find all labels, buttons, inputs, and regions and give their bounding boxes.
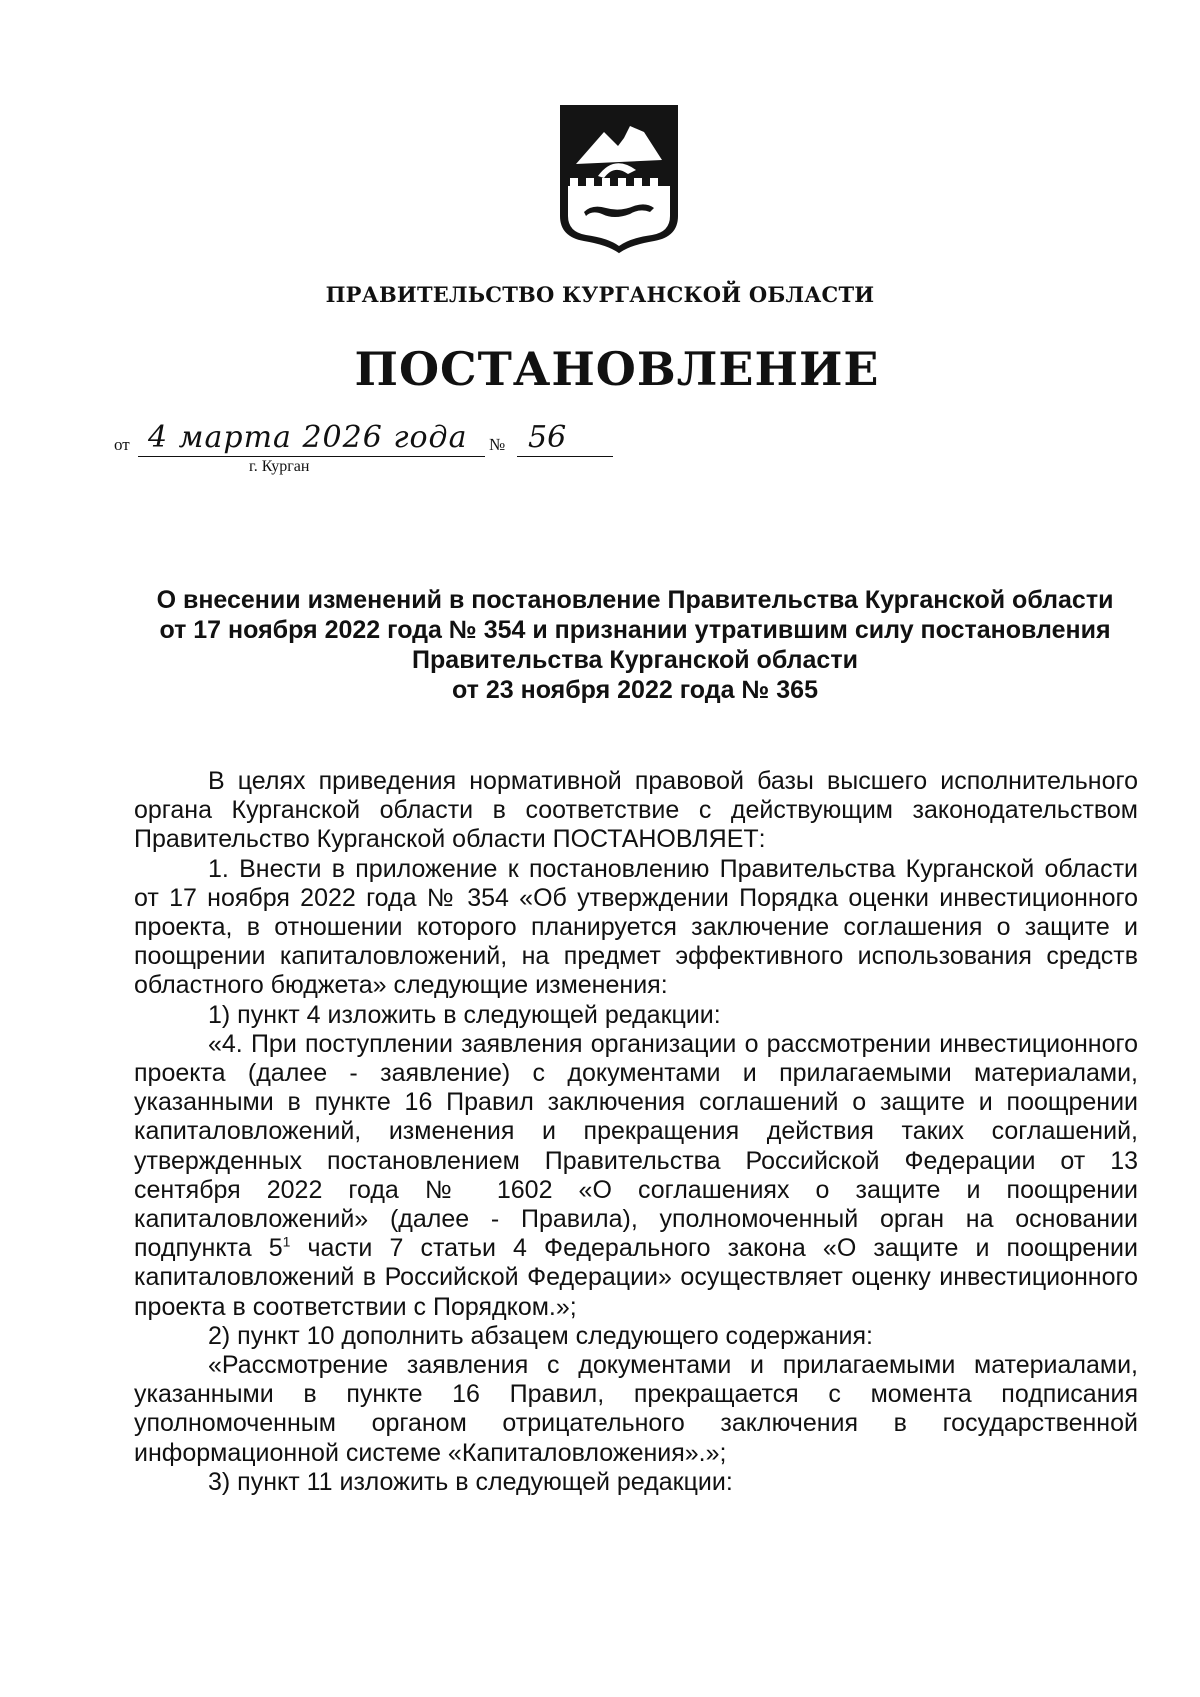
title-line: от 17 ноября 2022 года № 354 и признании утратившим силу постановления bbox=[159, 616, 1111, 644]
title-line: О внесении изменений в постановление Правительства Курганской области bbox=[156, 586, 1114, 614]
paragraph-text: части 7 статьи 4 Федерального закона «О защите и поощрении капиталовложений в Российской Федерации» осуществляет оценку инвестиционного проекта в соответствии с Порядком.»; bbox=[134, 1234, 1138, 1321]
document-title bbox=[120, 585, 1150, 705]
document-type: ПОСТАНОВЛЕНИЕ bbox=[354, 342, 880, 396]
title-line: от 23 ноября 2022 года № 365 bbox=[452, 676, 818, 704]
title-line: Правительства Курганской области bbox=[412, 646, 858, 674]
date-underline bbox=[138, 456, 485, 457]
number-underline bbox=[517, 456, 613, 457]
document-body bbox=[134, 767, 1138, 1497]
handwritten-number: 56 bbox=[528, 420, 567, 455]
paragraph-text: «4. При поступлении заявления организации о рассмотрении инвестиционного проекта (далее - заявление) с документами и прилагаемыми материалами, указанными в пункте 16 Правил заключения соглашений о защите и поощрении капиталовложений, изменения и прекращения действия таких соглашений, утвержденных постановлением Правительства Российской Федерации от 13 сентября 2022 года № 1602 «О соглашениях о защите и поощрении капиталовложений» (далее - Правила), уполномоченный орган на основании подпункта 5 bbox=[134, 1029, 1138, 1263]
paragraph: «Рассмотрение заявления с документами и прилагаемыми материалами, указанными в пункте 16 Правил, прекращается с момента подписания уполномоченным органом отрицательного заключения в государственной информационной системе «Капиталовложения».»; bbox=[134, 1351, 1138, 1467]
government-name: ПРАВИТЕЛЬСТВО КУРГАНСКОЙ ОБЛАСТИ bbox=[325, 282, 875, 307]
paragraph: В целях приведения нормативной правовой базы высшего исполнительного органа Курганской области в соответствие с действующим законодательством Правительство Курганской области ПОСТАНОВЛЯЕТ: bbox=[134, 767, 1138, 854]
paragraph bbox=[134, 1030, 1138, 1322]
city: г. Курган bbox=[249, 458, 310, 475]
date-prefix: от bbox=[114, 435, 130, 454]
superscript: 1 bbox=[282, 1233, 291, 1250]
dateline bbox=[0, 420, 1200, 480]
handwritten-date: 4 марта 2026 года bbox=[148, 420, 468, 455]
coat-of-arms-emblem bbox=[558, 104, 680, 254]
paragraph: 1. Внести в приложение к постановлению Правительства Курганской области от 17 ноября 2022 года № 354 «Об утверждении Порядка оценки инвестиционного проекта, в отношении которого планируется заключение соглашения о защите и поощрении капиталовложений, на предмет эффективного использования средств областного бюджета» следующие изменения: bbox=[134, 854, 1138, 1000]
paragraph: 1) пункт 4 изложить в следующей редакции: bbox=[208, 1000, 721, 1029]
number-sign: № bbox=[489, 435, 506, 454]
paragraph: 2) пункт 10 дополнить абзацем следующего содержания: bbox=[208, 1321, 873, 1350]
paragraph: 3) пункт 11 изложить в следующей редакции: bbox=[208, 1467, 733, 1496]
